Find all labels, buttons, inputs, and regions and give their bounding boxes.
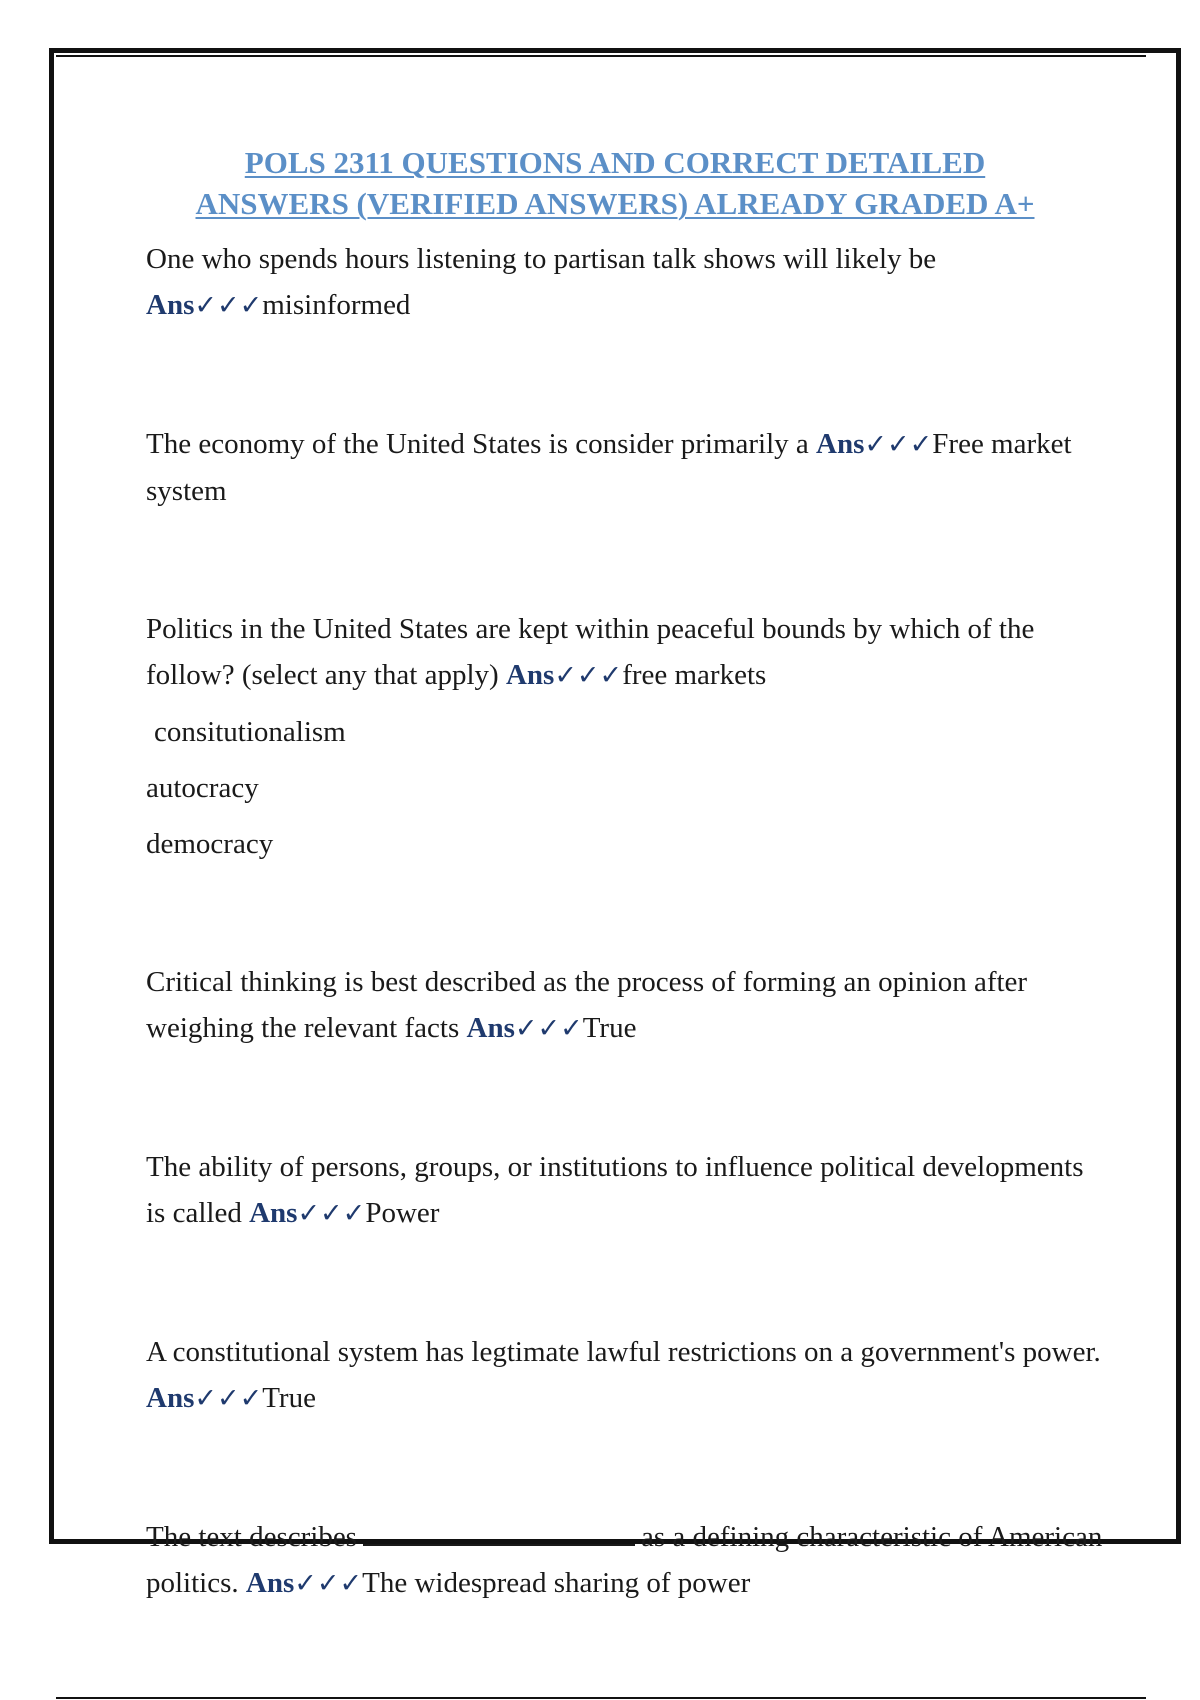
question-text: The economy of the United States is consider primarily a: [146, 428, 809, 460]
checkmark-icon: ✓✓✓: [554, 660, 623, 691]
question-text-after-blank: as a defining characteristic of American politics.: [146, 1521, 1103, 1599]
checkmark-icon: ✓✓✓: [864, 429, 933, 460]
checkmark-icon: ✓✓✓: [297, 1198, 366, 1229]
qa-list: [146, 236, 1106, 1607]
answer-option: consitutionalism: [154, 716, 346, 748]
spacer: [146, 514, 1106, 606]
title-line-2: ANSWERS (VERIFIED ANSWERS) ALREADY GRADED A+: [195, 186, 1035, 221]
checkmark-icon: ✓✓✓: [294, 1568, 363, 1599]
fill-in-blank: [363, 1518, 635, 1546]
answer-option: autocracy: [146, 772, 259, 804]
question-text: One who spends hours listening to partisan talk shows will likely be: [146, 243, 937, 275]
answer-text: True: [262, 1382, 316, 1414]
bottom-rule: [56, 1697, 1146, 1699]
answer-text: misinformed: [262, 289, 411, 321]
question-text: Politics in the United States are kept within peaceful bounds by which of the follow? (select any that apply): [146, 613, 1035, 691]
checkmark-icon: ✓✓✓: [194, 290, 263, 321]
ans-label: Ans: [249, 1197, 298, 1229]
qa-item-5: [146, 1144, 1106, 1237]
qa-item-1: [146, 236, 1106, 329]
top-rule: [56, 55, 1146, 57]
checkmark-icon: ✓✓✓: [514, 1013, 583, 1044]
checkmark-icon: ✓✓✓: [194, 1383, 263, 1414]
question-text: Critical thinking is best described as the process of forming an opinion after weighing the relevant facts: [146, 966, 1028, 1044]
qa-item-4: [146, 959, 1106, 1052]
question-text-before-blank: The text describes: [146, 1521, 357, 1553]
qa-item-7: [146, 1514, 1106, 1607]
ans-label: Ans: [245, 1567, 295, 1599]
spacer: [146, 1237, 1106, 1329]
ans-label: Ans: [816, 428, 865, 460]
qa-item-6: [146, 1329, 1106, 1422]
spacer: [146, 1422, 1106, 1514]
spacer: [146, 867, 1106, 959]
spacer: [146, 1052, 1106, 1144]
answer-text: The widespread sharing of power: [362, 1567, 751, 1599]
ans-label: Ans: [505, 659, 555, 691]
ans-label: Ans: [466, 1012, 515, 1044]
answer-text: True: [582, 1012, 637, 1044]
answer-option: democracy: [146, 828, 274, 860]
answer-text: Power: [365, 1197, 440, 1229]
answer-text: free markets: [622, 659, 767, 691]
question-text: A constitutional system has legtimate lawful restrictions on a government's power.: [146, 1336, 1101, 1368]
answer-text: Free market system: [146, 428, 1072, 507]
title-line-1: POLS 2311 QUESTIONS AND CORRECT DETAILED: [244, 145, 986, 180]
question-text: The ability of persons, groups, or institutions to influence political developments is called: [146, 1151, 1084, 1229]
document-title: [60, 142, 1170, 224]
qa-item-3: [146, 606, 1106, 699]
ans-label: Ans: [146, 289, 195, 321]
qa-item-2: [146, 421, 1106, 514]
ans-label: Ans: [146, 1382, 195, 1414]
spacer: [146, 329, 1106, 421]
